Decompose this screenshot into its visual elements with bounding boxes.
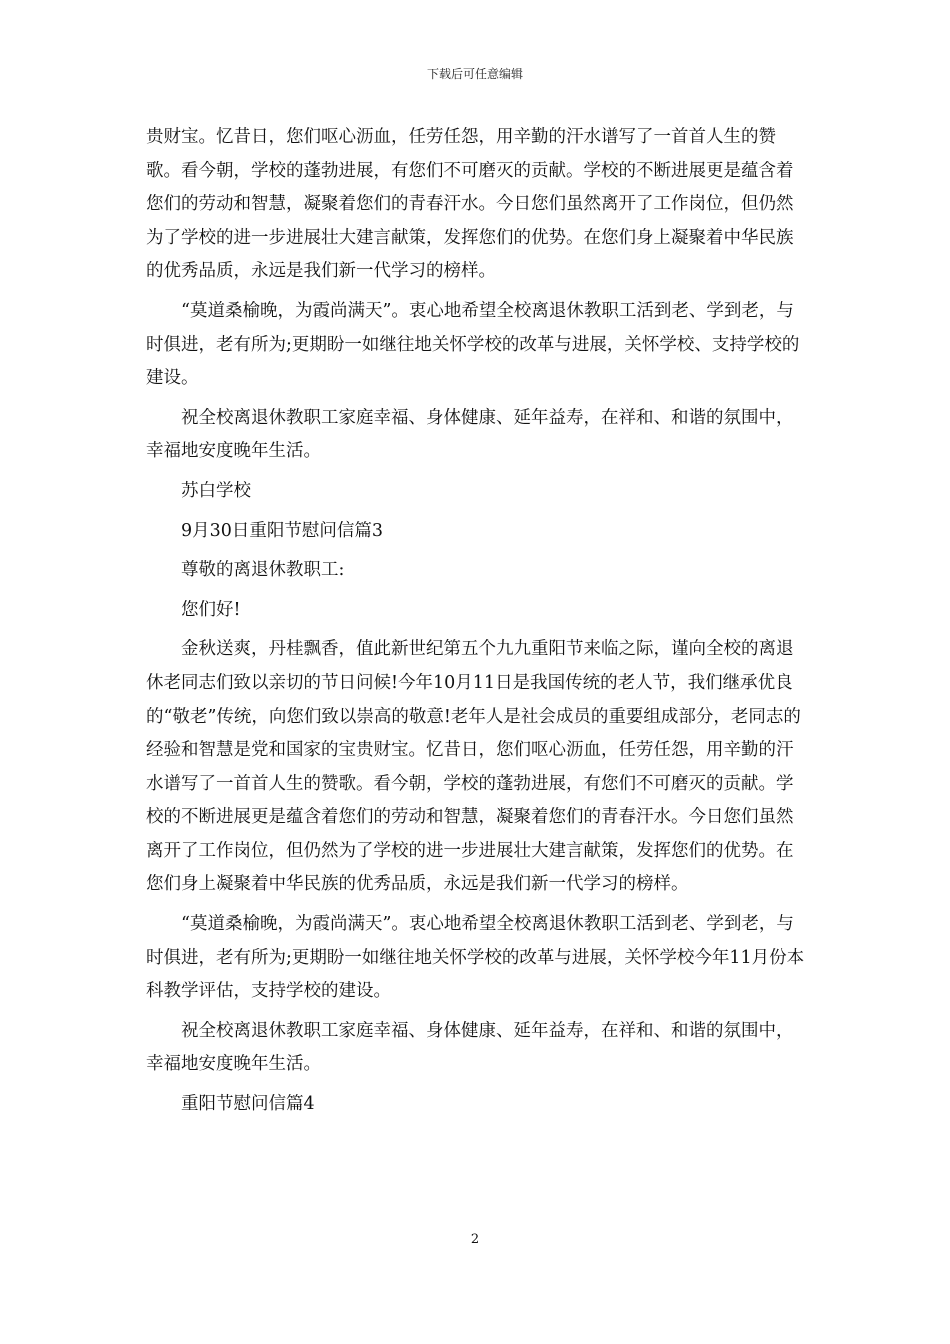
paragraph-quote-1: “莫道桑榆晚，为霞尚满天”。衷心地希望全校离退休教职工活到老、学到老，与时俱进，老有所为;更期盼一如继往地关怀学校的改革与进展，关怀学校、支持学校的建设。 <box>146 300 800 389</box>
paragraph-continuation: 贵财宝。忆昔日，您们呕心沥血，任劳任怨，用辛勤的汗水谱写了一首首人生的赞歌。看今朝，学校的蓬勃进展，有您们不可磨灭的贡献。学校的不断进展更是蕴含着您们的劳动和智慧，凝聚着您们的青春汗水。今日您们虽然离开了工作岗位，但仍然为了学校的进一步进展壮大建言献策，发挥您们的优势。在您们身上凝聚着中华民族的优秀品质，永远是我们新一代学习的榜样。 <box>146 127 794 282</box>
section-heading-3: 9月30日重阳节慰问信篇3 <box>181 520 384 541</box>
signature-school: 苏白学校 <box>181 480 251 501</box>
greeting: 您们好! <box>181 599 241 620</box>
section-heading-4: 重阳节慰问信篇4 <box>181 1094 315 1115</box>
page-header: 下载后可任意编辑 <box>426 67 523 81</box>
paragraph-wishes-2: 祝全校离退休教职工家庭幸福、身体健康、延年益寿，在祥和、和谐的氛围中，幸福地安度晚年生活。 <box>146 1020 794 1075</box>
page-number: 2 <box>470 1232 480 1247</box>
salutation: 尊敬的离退休教职工: <box>181 560 345 581</box>
paragraph-wishes-1: 祝全校离退休教职工家庭幸福、身体健康、延年益寿，在祥和、和谐的氛围中，幸福地安度晚年生活。 <box>146 407 794 462</box>
paragraph-quote-2: “莫道桑榆晚，为霞尚满天”。衷心地希望全校离退休教职工活到老、学到老，与时俱进，老有所为;更期盼一如继往地关怀学校的改革与进展，关怀学校今年11月份本科教学评估，支持学校的建设。 <box>146 914 805 1002</box>
paragraph-main-body: 金秋送爽，丹桂飘香，值此新世纪第五个九九重阳节来临之际，谨向全校的离退休老同志们致以亲切的节日问候!今年10月11日是我国传统的老人节，我们继承优良的“敬老”传统，向您们致以崇高的敬意!老年人是社会成员的重要组成部分，老同志的经验和智慧是党和国家的宝贵财宝。忆昔日，您们呕心沥血，任劳任怨，用辛勤的汗水谱写了一首首人生的赞歌。看今朝，学校的蓬勃进展，有您们不可磨灭的贡献。学校的不断进展更是蕴含着您们的劳动和智慧，凝聚着您们的青春汗水。今日您们虽然离开了工作岗位，但仍然为了学校的进一步进展壮大建言献策，发挥您们的优势。在您们身上凝聚着中华民族的优秀品质，永远是我们新一代学习的榜样。 <box>146 639 801 895</box>
document-body <box>146 121 806 1122</box>
